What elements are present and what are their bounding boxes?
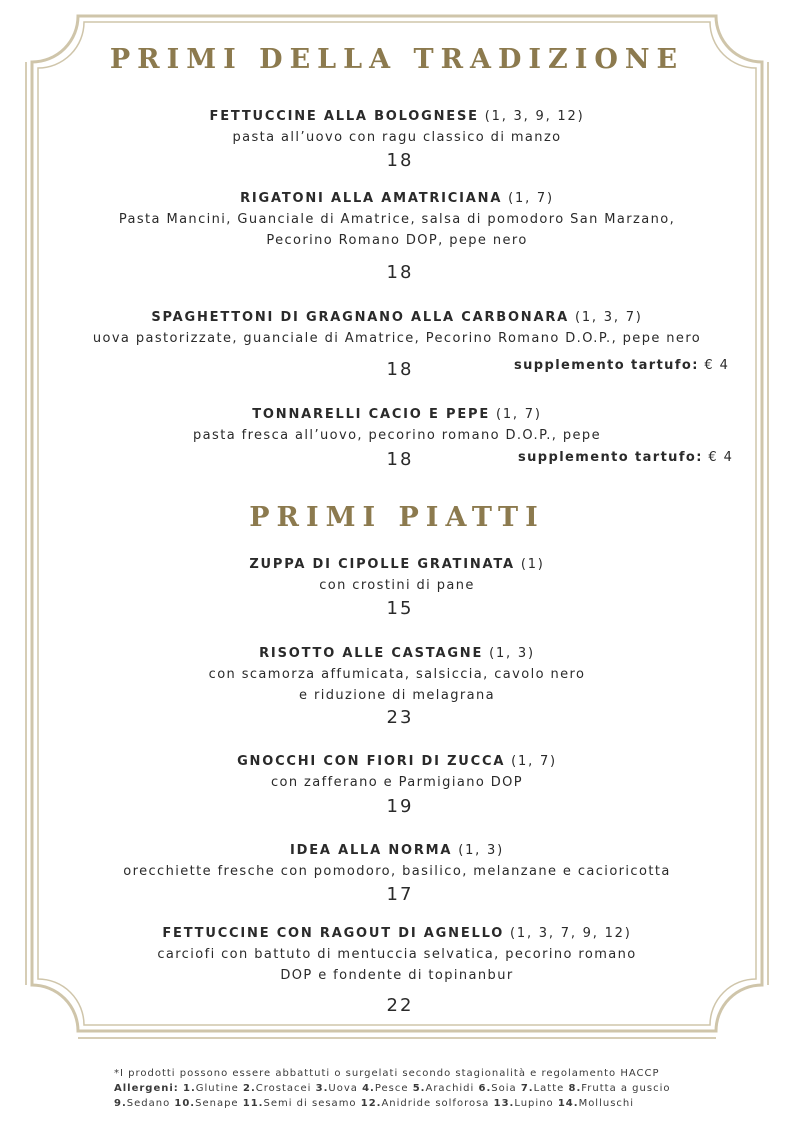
dish-allergens: (1, 3, 7, 9, 12): [510, 926, 632, 941]
dish-desc: e riduzione di melagrana: [299, 688, 495, 703]
dish-price: 18: [386, 359, 414, 380]
dish-spaghettoni-carbonara: [0, 308, 794, 349]
dish-allergens: (1, 3, 7): [574, 310, 643, 325]
dish-rigatoni-amatriciana: [0, 189, 794, 251]
dish-fettuccine-bolognese: [0, 107, 794, 148]
dish-price: 18: [386, 150, 414, 171]
allergens-label: Allergeni:: [114, 1083, 179, 1094]
dish-desc: pasta all’uovo con ragu classico di manzo: [232, 130, 562, 145]
dish-zuppa-cipolle: [0, 555, 794, 596]
dish-name: IDEA ALLA NORMA: [290, 843, 453, 858]
supplement-label: supplemento tartufo: € 4: [514, 358, 730, 373]
dish-tonnarelli-cacio-pepe: [0, 405, 794, 446]
dish-name: FETTUCCINE CON RAGOUT DI AGNELLO: [162, 926, 505, 941]
dish-desc: carciofi con battuto di mentuccia selvatica, pecorino romano: [157, 947, 637, 962]
allergen-list-line-2: 9.Sedano 10.Senape 11.Semi di sesamo 12.Anidride solforosa 13.Lupino 14.Molluschi: [114, 1098, 635, 1109]
dish-price: 18: [386, 262, 414, 283]
dish-price: 15: [386, 598, 414, 619]
dish-allergens: (1, 7): [511, 754, 557, 769]
dish-desc: Pasta Mancini, Guanciale di Amatrice, salsa di pomodoro San Marzano,: [118, 212, 676, 227]
dish-desc: Pecorino Romano DOP, pepe nero: [266, 233, 528, 248]
dish-desc: pasta fresca all’uovo, pecorino romano D.O.P., pepe: [193, 428, 601, 443]
dish-desc: orecchiette fresche con pomodoro, basilico, melanzane e cacioricotta: [123, 864, 671, 879]
dish-fettuccine-agnello: [0, 924, 794, 986]
dish-name: RIGATONI ALLA AMATRICIANA: [240, 191, 503, 206]
dish-name: RISOTTO ALLE CASTAGNE: [259, 646, 484, 661]
section-title-primi-piatti: PRIMI PIATTI: [249, 502, 545, 533]
dish-allergens: (1, 7): [495, 407, 542, 422]
dish-price: 19: [386, 796, 414, 817]
supplement-label: supplemento tartufo: € 4: [518, 450, 734, 465]
dish-price: 22: [386, 995, 414, 1016]
dish-allergens: (1, 3): [489, 646, 535, 661]
dish-name: TONNARELLI CACIO E PEPE: [252, 407, 491, 422]
dish-risotto-castagne: [0, 644, 794, 706]
dish-idea-alla-norma: [0, 841, 794, 882]
dish-price: 18: [386, 449, 414, 470]
section-title-tradizione: PRIMI DELLA TRADIZIONE: [109, 44, 685, 75]
dish-name: GNOCCHI CON FIORI DI ZUCCA: [237, 754, 506, 769]
dish-desc: con crostini di pane: [319, 578, 475, 593]
dish-gnocchi-fiori-zucca: [0, 752, 794, 793]
dish-allergens: (1, 3): [458, 843, 504, 858]
dish-allergens: (1, 7): [508, 191, 554, 206]
dish-allergens: (1, 3, 9, 12): [484, 109, 585, 124]
dish-allergens: (1): [520, 557, 545, 572]
dish-price: 23: [386, 707, 414, 728]
footer-note: *I prodotti possono essere abbattuti o surgelati secondo stagionalità e regolamento HACCP: [114, 1068, 660, 1079]
footer-notes: [114, 1066, 670, 1111]
dish-desc: con zafferano e Parmigiano DOP: [270, 775, 524, 790]
dish-name: SPAGHETTONI DI GRAGNANO ALLA CARBONARA: [151, 310, 570, 325]
dish-name: ZUPPA DI CIPOLLE GRATINATA: [249, 557, 515, 572]
dish-desc: con scamorza affumicata, salsiccia, cavolo nero: [208, 667, 586, 682]
allergen-list-line-1: Allergeni: 1.Glutine 2.Crostacei 3.Uova 4.Pesce 5.Arachidi 6.Soia 7.Latte 8.Frutta a guscio: [114, 1083, 671, 1094]
dish-desc: uova pastorizzate, guanciale di Amatrice, Pecorino Romano D.O.P., pepe nero: [92, 331, 702, 346]
dish-name: FETTUCCINE ALLA BOLOGNESE: [209, 109, 479, 124]
dish-desc: DOP e fondente di topinanbur: [280, 968, 514, 983]
dish-price: 17: [386, 884, 414, 905]
